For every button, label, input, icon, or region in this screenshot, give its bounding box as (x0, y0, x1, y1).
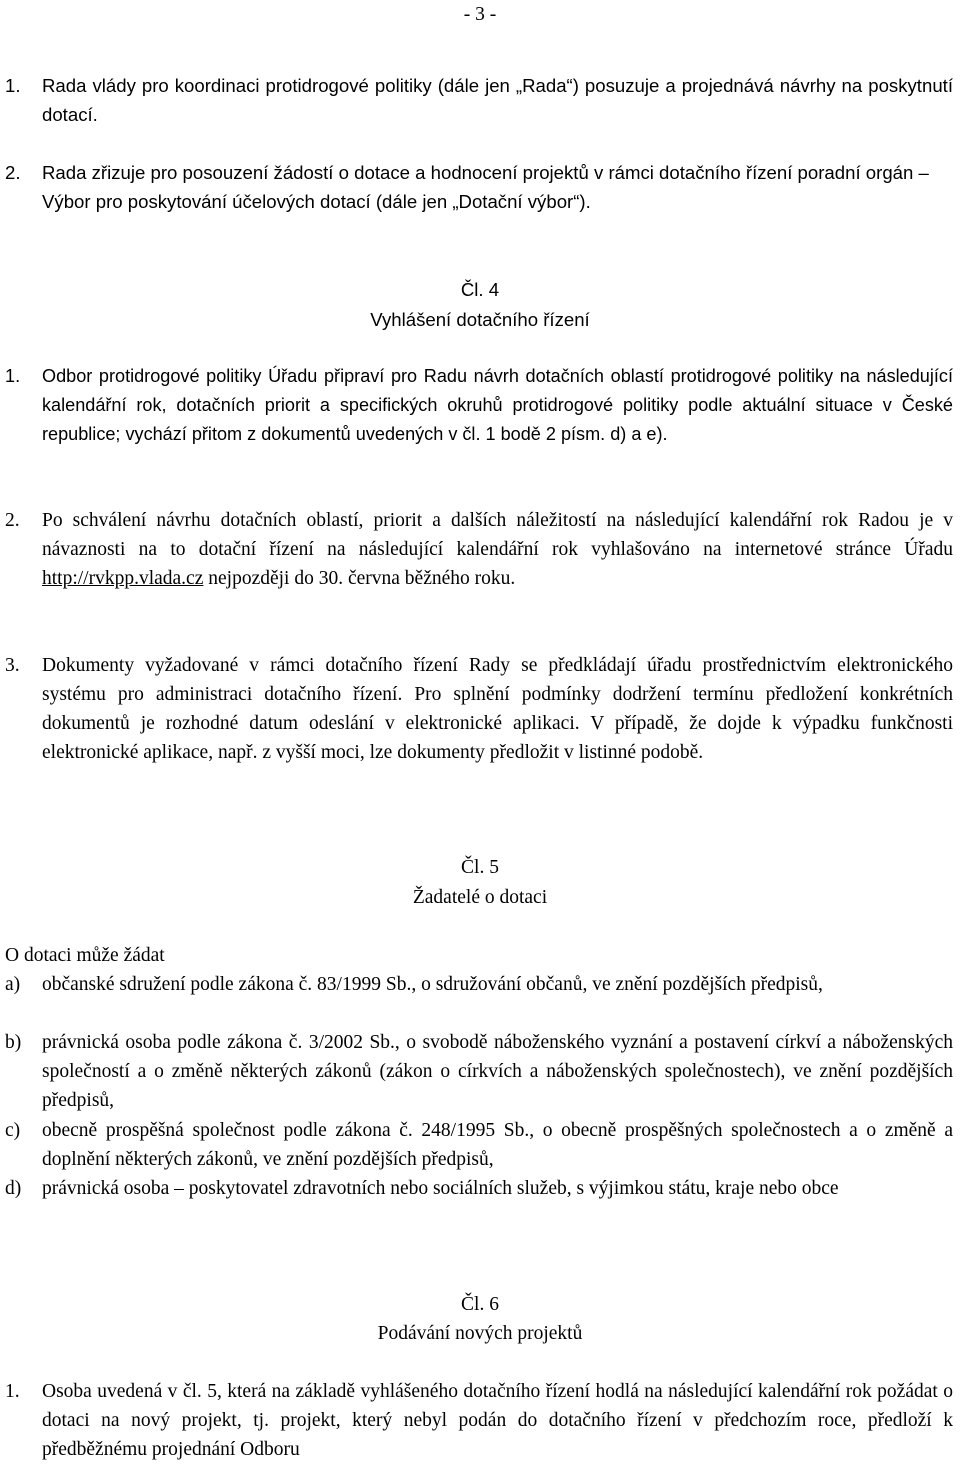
article5-item-d (5, 1174, 953, 1203)
item-label: b) (5, 1032, 22, 1053)
item-text: Rada zřizuje pro posouzení žádostí o dotace a hodnocení projektů v rámci dotačního řízení poradní orgán – Výbor pro poskytování účelových dotací (dále jen „Dotační výbor“). (42, 162, 929, 212)
page-number: - 3 - (463, 4, 497, 25)
article6-heading: Čl. 6 (461, 1294, 499, 1315)
item-number: 1. (5, 75, 21, 96)
article4-item-1 (5, 362, 953, 449)
article4-heading: Čl. 4 (460, 279, 500, 300)
item-text: právnická osoba podle zákona č. 3/2002 Sb., o svobodě náboženského vyznání a postavení církví a náboženských společností a o změně některých zákonů (zákon o církvích a náboženských společnostech), ve znění pozdějších předpisů, (42, 1032, 953, 1111)
item-label: c) (5, 1120, 21, 1141)
item-text: Odbor protidrogové politiky Úřadu připraví pro Radu návrh dotačních oblastí protidrogové politiky na následující kalendářní rok, dotačních priorit a specifických okruhů protidrogové politiky podle aktuální situace v České republice; vychází přitom z dokumentů uvedených v čl. 1 bodě 2 písm. d) a e). (42, 366, 953, 444)
article3-item-1 (5, 71, 953, 129)
item-text: Osoba uvedená v čl. 5, která na základě vyhlášeného dotačního řízení hodlá na následující kalendářní rok požádat o dotaci na nový projekt, tj. projekt, který nebyl podán do dotačního řízení v předchozím roce, předloží k předběžnému projednání Odboru (42, 1381, 953, 1460)
item-number: 1. (5, 366, 21, 386)
article6-item-1 (5, 1377, 953, 1464)
item-text: Rada vlády pro koordinaci protidrogové politiky (dále jen „Rada“) posuzuje a projednává návrhy na poskytnutí dotací. (42, 75, 953, 125)
item-number: 1. (5, 1381, 20, 1402)
article5-heading: Čl. 5 (461, 857, 499, 878)
article6-title: Podávání nových projektů (377, 1323, 583, 1344)
item-number: 2. (5, 510, 20, 531)
item-text-after: nejpozději do 30. června běžného roku. (203, 568, 516, 589)
website-link[interactable]: http://rvkpp.vlada.cz (42, 568, 204, 589)
item-text: Dokumenty vyžadované v rámci dotačního řízení Rady se předkládají úřadu prostřednictvím elektronického systému pro administraci dotačního řízení. Pro splnění podmínky dodržení termínu předložení konkrétních dokumentů je rozhodné datum odeslání v elektronické aplikaci. V případě, že dojde k výpadku funkčnosti elektronické aplikace, např. z vyšší moci, lze dokumenty předložit v listinné podobě. (42, 655, 953, 763)
item-text: občanské sdružení podle zákona č. 83/1999 Sb., o sdružování občanů, ve znění pozdějších předpisů, (42, 974, 823, 995)
article3-item-2 (5, 158, 953, 216)
item-text: obecně prospěšná společnost podle zákona č. 248/1995 Sb., o obecně prospěšných společnostech a o změně a doplnění některých zákonů, ve znění pozdějších předpisů, (42, 1120, 953, 1170)
article5-item-c (5, 1116, 953, 1174)
item-label: a) (5, 974, 21, 995)
article5-item-a (5, 970, 953, 999)
article5-title: Žadatelé o dotaci (412, 887, 548, 908)
item-text-before: Po schválení návrhu dotačních oblastí, priorit a dalších náležitostí na následující kalendářní rok Radou je v návaznosti na to dotační řízení na následující kalendářní rok vyhlašováno na internetové stránce Úřadu (42, 510, 953, 560)
article4-item-3 (5, 651, 953, 767)
item-text: právnická osoba – poskytovatel zdravotních nebo sociálních služeb, s výjimkou státu, kraje nebo obce (42, 1178, 839, 1199)
article4-item-2 (5, 506, 953, 593)
item-number: 3. (5, 655, 20, 676)
item-label: d) (5, 1178, 22, 1199)
article5-item-b (5, 1028, 953, 1115)
item-number: 2. (5, 162, 21, 183)
article5-intro: O dotaci může žádat (5, 945, 165, 966)
article4-title: Vyhlášení dotačního řízení (370, 309, 590, 330)
